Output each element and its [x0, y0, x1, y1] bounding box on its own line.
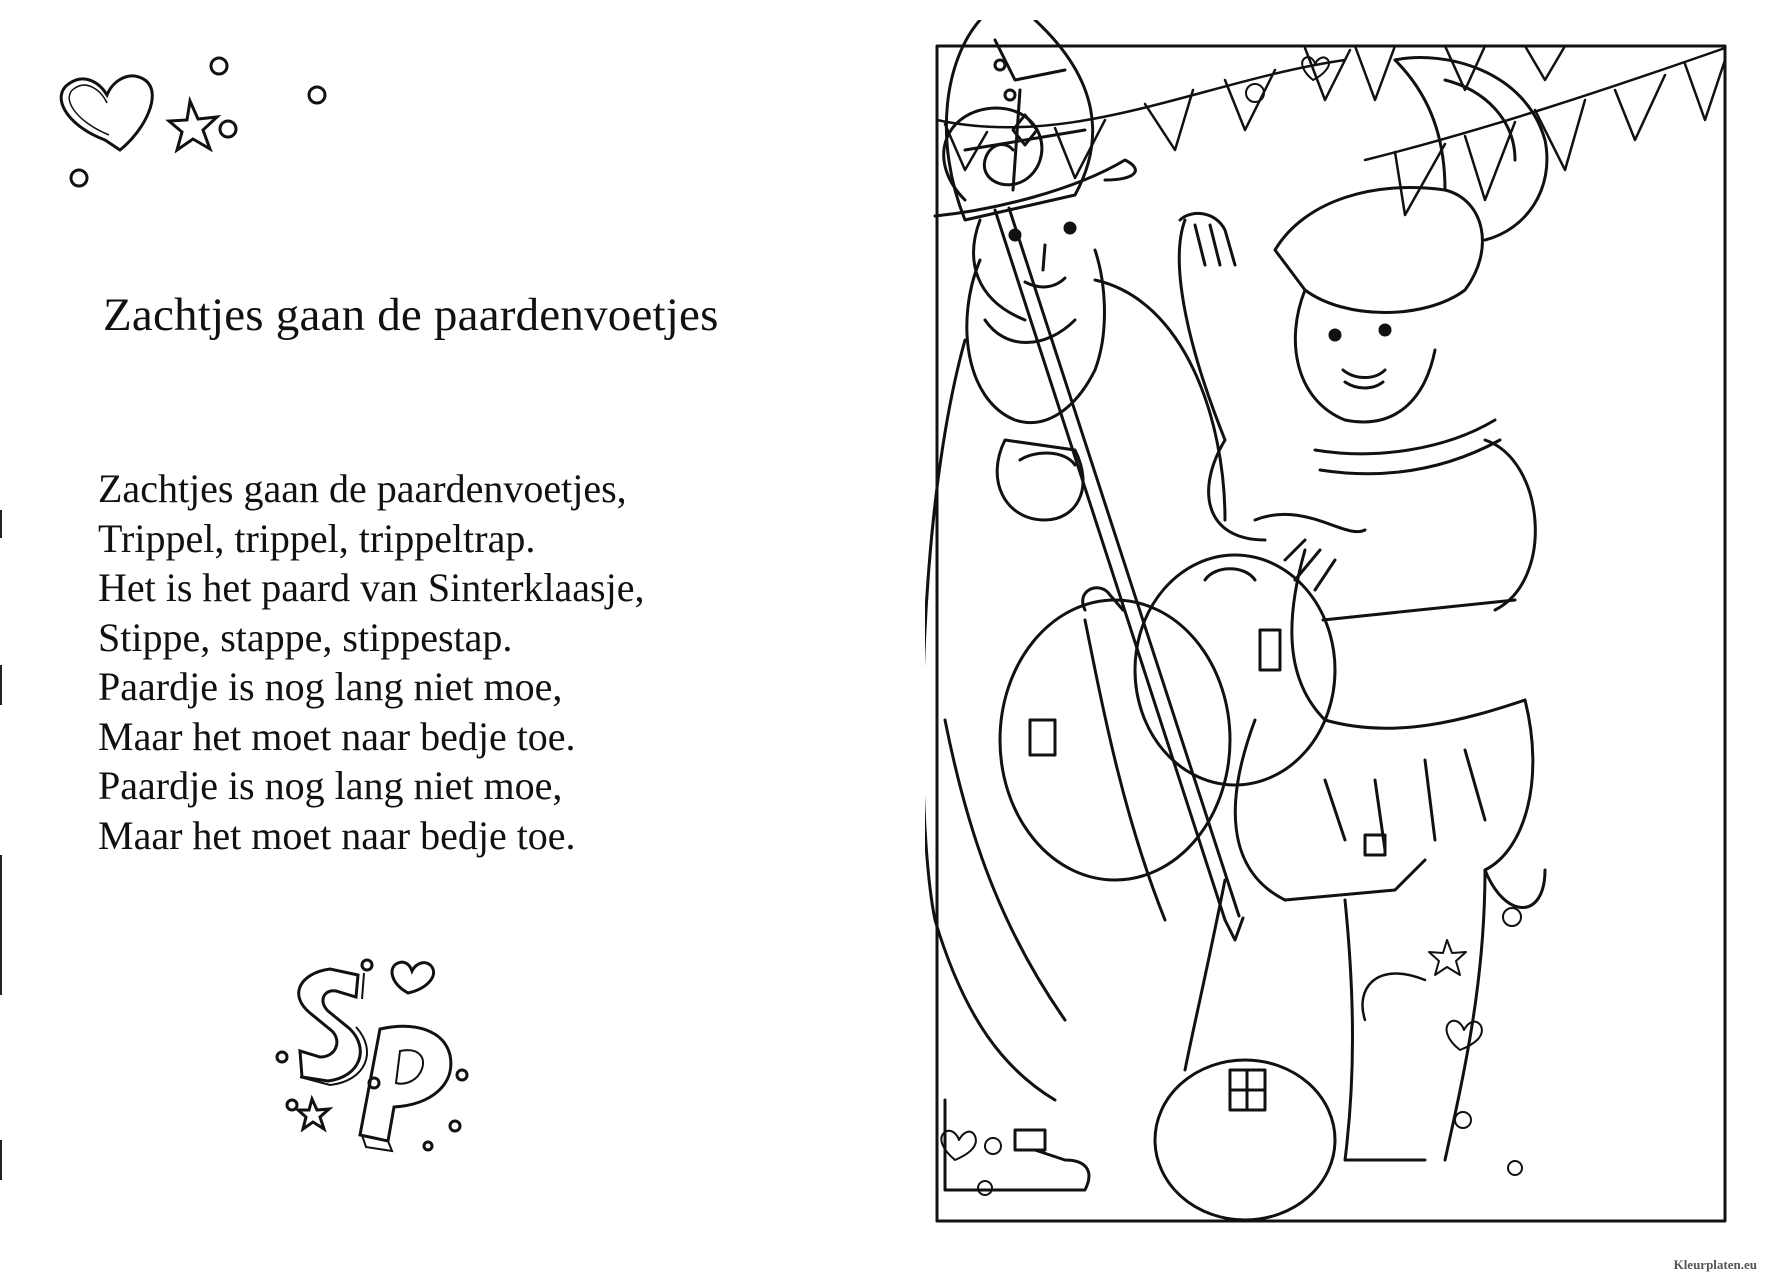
circle-icon	[457, 1070, 467, 1080]
poem-line: Zachtjes gaan de paardenvoetjes,	[98, 466, 627, 511]
poem-line: Maar het moet naar bedje toe.	[98, 713, 576, 759]
circle-icon	[277, 1052, 287, 1062]
piet-pants	[1235, 700, 1533, 900]
watermark: Kleurplaten.eu	[1673, 1257, 1757, 1272]
circle-icon	[211, 58, 227, 74]
margin-mark	[0, 665, 2, 705]
circle-icon	[369, 1078, 379, 1088]
circle-icon	[220, 121, 236, 137]
circle-icon	[362, 960, 372, 970]
poem-text	[98, 464, 718, 860]
circle-icon	[1508, 1161, 1522, 1175]
sp-logo	[270, 955, 540, 1175]
circle-icon	[71, 170, 87, 186]
margin-mark	[0, 1140, 2, 1180]
money-bag-bottom	[1155, 1060, 1335, 1220]
star-icon	[1429, 940, 1466, 975]
star-icon	[298, 1099, 329, 1129]
circle-icon	[978, 1181, 992, 1195]
heart-icon	[392, 962, 434, 993]
sinterklaas-boot	[945, 1100, 1089, 1190]
circle-icon	[450, 1121, 460, 1131]
money-bag-left	[1000, 588, 1230, 880]
margin-mark	[0, 855, 2, 995]
piet-hat	[1275, 58, 1547, 313]
money-bag-right	[1135, 555, 1335, 785]
circle-icon	[424, 1142, 432, 1150]
circle-icon	[1503, 908, 1521, 926]
sinterklaas-robe	[925, 280, 1225, 1100]
poem-line: Paardje is nog lang niet moe,	[98, 763, 563, 808]
circle-icon	[1246, 84, 1264, 102]
margin-mark	[0, 510, 2, 538]
piet-body	[1209, 420, 1536, 728]
heart-icon	[61, 76, 152, 150]
poem-title: Zachtjes gaan de paardenvoetjes	[103, 289, 719, 341]
poem-line: Trippel, trippel, trippeltrap.	[98, 515, 536, 561]
heart-inner-outline	[69, 85, 109, 135]
star-icon	[169, 101, 217, 150]
sinterklaas-head	[967, 220, 1105, 423]
poem-line: Stippe, stappe, stippestap.	[98, 614, 513, 660]
circle-icon	[287, 1100, 297, 1110]
letter-s-outline	[299, 969, 361, 1081]
circle-icon	[309, 87, 325, 103]
poem-line: Het is het paard van Sinterklaasje,	[98, 565, 645, 610]
poem-line: Paardje is nog lang niet moe,	[98, 664, 563, 709]
heart-icon	[941, 1131, 976, 1160]
circle-icon	[1455, 1112, 1471, 1128]
heart-star-doodle	[45, 55, 405, 255]
circle-icon	[985, 1138, 1001, 1154]
sinterklaas-piet-illustration	[925, 20, 1755, 1242]
heart-icon	[1447, 1021, 1482, 1050]
poem-line: Maar het moet naar bedje toe.	[98, 812, 576, 858]
